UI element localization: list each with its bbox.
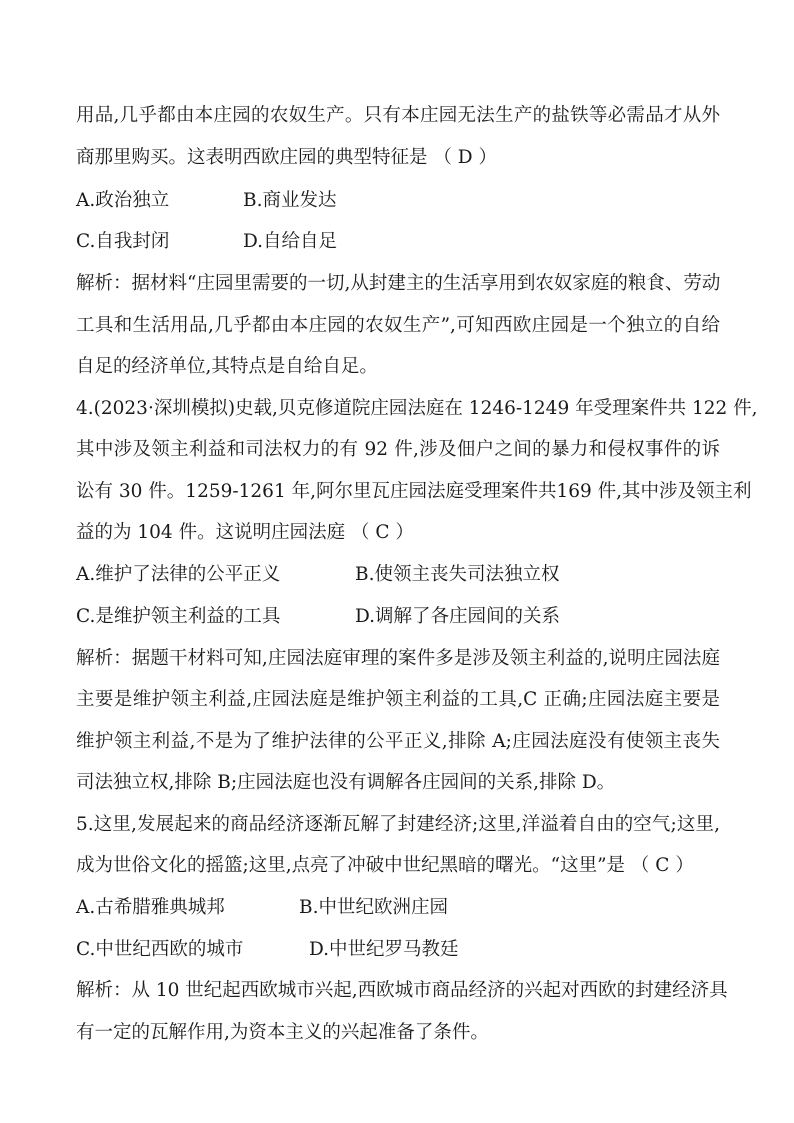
q4-option-c: C.是维护领主利益的工具 xyxy=(76,606,281,627)
q4-option-b: B.使领主丧失司法独立权 xyxy=(355,564,560,585)
q5-option-b: B.中世纪欧洲庄园 xyxy=(299,897,448,918)
q5-option-a: A.古希腊雅典城邦 xyxy=(76,897,225,918)
q3-option-a: A.政治独立 xyxy=(76,190,170,211)
q3-analysis-line-2: 工具和生活用品,几乎都由本庄园的农奴生产”,可知西欧庄园是一个独立的自给 xyxy=(76,315,720,336)
q5-option-d: D.中世纪罗马教廷 xyxy=(309,939,459,960)
q4-stem-line-1: 4.(2023·深圳模拟)史载,贝克修道院庄园法庭在 1246-1249 年受理案件共 122 件, xyxy=(76,398,758,419)
q5-analysis-line-1: 解析：从 10 世纪起西欧城市兴起,西欧城市商品经济的兴起对西欧的封建经济具 xyxy=(76,980,728,1001)
q4-option-d: D.调解了各庄园间的关系 xyxy=(355,606,561,627)
q3-stem-line-2: 商那里购买。这表明西欧庄园的典型特征是 （ D ） xyxy=(76,147,497,168)
q3-analysis-line-3: 自足的经济单位,其特点是自给自足。 xyxy=(76,356,378,377)
q4-analysis-line-2: 主要是维护领主利益,庄园法庭是维护领主利益的工具,C 正确;庄园法庭主要是 xyxy=(76,689,720,710)
q4-stem-line-4: 益的为 104 件。这说明庄园法庭 （ C ） xyxy=(76,522,414,543)
q4-analysis-line-4: 司法独立权,排除 B;庄园法庭也没有调解各庄园间的关系,排除 D。 xyxy=(76,772,616,793)
q5-stem-line-2: 成为世俗文化的摇篮;这里,点亮了冲破中世纪黑暗的曙光。“这里”是 （ C ） xyxy=(76,855,694,876)
q3-analysis-line-1: 解析：据材料“庄园里需要的一切,从封建主的生活享用到农奴家庭的粮食、劳动 xyxy=(76,273,721,294)
q4-stem-line-3: 讼有 30 件。1259-1261 年,阿尔里瓦庄园法庭受理案件共169 件,其中涉及领主利 xyxy=(76,481,752,502)
q4-stem-line-2: 其中涉及领主利益和司法权力的有 92 件,涉及佃户之间的暴力和侵权事件的诉 xyxy=(76,439,720,460)
q3-option-d: D.自给自足 xyxy=(243,231,338,252)
q4-analysis-line-1: 解析：据题干材料可知,庄园法庭审理的案件多是涉及领主利益的,说明庄园法庭 xyxy=(76,648,720,669)
q3-option-b: B.商业发达 xyxy=(243,190,337,211)
q3-option-c: C.自我封闭 xyxy=(76,231,170,252)
q5-option-c: C.中世纪西欧的城市 xyxy=(76,939,244,960)
q5-analysis-line-2: 有一定的瓦解作用,为资本主义的兴起准备了条件。 xyxy=(76,1022,489,1043)
q4-analysis-line-3: 维护领主利益,不是为了维护法律的公平正义,排除 A;庄园法庭没有使领主丧失 xyxy=(76,731,720,752)
q4-option-a: A.维护了法律的公平正义 xyxy=(76,564,281,585)
q5-stem-line-1: 5.这里,发展起来的商品经济逐渐瓦解了封建经济;这里,洋溢着自由的空气;这里, xyxy=(76,814,720,835)
q3-stem-line-1: 用品,几乎都由本庄园的农奴生产。只有本庄园无法生产的盐铁等必需品才从外 xyxy=(76,105,720,126)
